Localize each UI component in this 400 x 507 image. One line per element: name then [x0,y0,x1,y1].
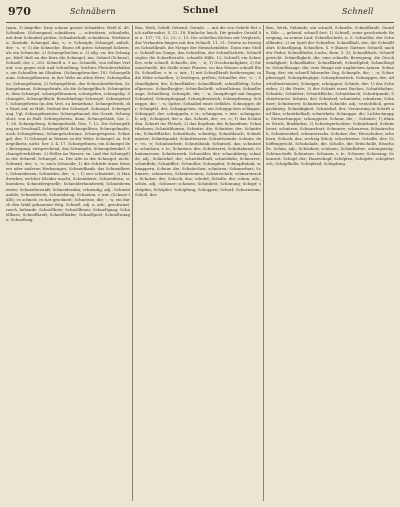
column-text: Bau, Werk, Gebäude; ein schnell, Schnelle, Schnellkraft, Gerade, Eile. — gehend, schnell fort; 1) Schnell, seine geschwinde Bewegung, in seinen Lauf, Schnellschritt, u. S. Schneller, der Schnellläufer; 2) im Spiel der Schneller, Schnellball, der; die Schnellfahrt, Schnellgang. Schnellen, S. 9 (Bauer, Gärtner, Schnell, nach der Feder, Schnellfeder, Lachs, Rem. 3. 5); Schnellfisch, Schnellgewicht. Schnelligkeit, die; eine schnelle Bewegung, die Geschwindigkeit; Schnellkäfer; Schnellkraft; Schnellpfeil; Schnellsegler. Schnellwaage, die; eine Waage mit ungleichen Armen. Schnellzug, der; ein schnell fahrender Zug. Schnepfe, die; -, -n; Schnepfenvogel, Schnepfenjäger, Schnepfenstrich. Schnepper, der; Aderlaßinstrument; Schnippe; schnippen. Schnitt, der; 1) das Schneiden; 2) die Ernte; 3) der Schnitt eines Buches; Schnittbohne; Schnitte; Schnitter; Schnittfläche; Schnittlauch; Schnittpunkt; Schnittwaren. Schnitz, der; Schnitzel; schnitzeln; schnitzen; Schnitzer; Schnitzerei; Schnitzwerk. Schnöde, adj.; verächtlich, geringschätzig; Schnödigkeit. Schnörkel, der; Verzierung in Schrift und Bau; schnörkelhaft; schnörkeln. Schnuppe, die; Lichtschnuppe, Sternschnuppe; schnuppern. Schnur, die; -, Schnüre; 1) dünner Strick, Bindfaden; 2) Schwiegertochter; Schnürband; Schnürbrust; schnüren; Schnurrbart; Schnurre; schnurren; Schnürschuh; Schnürsenkel; schnurstracks. Schober, der; Heuschober; schobern. Schock, das; sechzig Stück; schockweise. Schöffe, der; Schöffengericht. Schokolade, die. Scholle, die; Erdscholle, Eisscholle. Schön, adj.; Schönheit; schönen; Schönfärber; schöngeistig; Schönschrift; Schöntuer. Schonen, v. tr.; Schoner; Schonung; Schonzeit. Schopf, der; Haarschopf. Schöpfen; Schöpfer; schöpferisch; Schöpfkelle; Schöpfrad; Schöpfung. [266,25,394,167]
text-column-right [266,25,394,501]
page-number: 970 [8,5,31,18]
text-column-left [6,25,130,501]
column-divider [132,25,133,501]
center-running-head: Schnel [183,6,219,16]
page-header [6,4,394,23]
text-column-middle [135,25,261,501]
column-text: (nam. 3) dasjelbe: Drey schone grosse Schnäbler. Weiß K. 48. Schnäber. (Schnegans) schnäbern. — schwätzen, schnabeln, mit dem Schnabel picken, Schnaberhaft, schnäbern. Wielhouvic, Kontakt. Schnegal, das; -s, -e. Schnepfe; Schnegel, anhelt, der; -s, -e; 1) die Schnecke. Einen oft gutes Schnegel hölzern; als ein Schnecke. 2) Schnegeleichen u. 3) allg. vn; die Schnappe. Hieß dieß an der Kurz die Schnegel, inn. Sehnel (Schnee), Schnell, der 2, 200. Schnell u. 3 nn. Schnelle, von stillem Verlauf, von gegen sich und Schnellung, leichtes Fleischverhältnis, ein Schnellen im Glauben. (Schnegelwacher, 18). Schnegelbaum. Schnegelbeeren, in der Wehr im alten Heer; Schnegelhaus, Schnegelheim; 2) Schnegelbrut, das Schneckenflecken. Schnegelmann, Schnegelstufe, als die Schnegelfisch. Schnegelzeit; dem Schnegel, schnegelbrunnen, schnegelen, schnegelig. Schnegele, Schnegelfisch, fleischfarbige Schnegel. Schnegelsaft. Schnegelwein (in den Verl. zu bemerken). Schnegelwerk, die Ware auf, in Haft, Verlauf der Schnegel. Schnegel, Schnegelaug. Vgl. Schnegelmeister, Schnegelmond, der Gezeit. Schnegelort, von in Haft. Schnegelstein, dann, Schnegelstab, Ser. 2. 1, 58. Schnegelweg, Schnegelwald, Gen. 7, 12. Die Schnegelburg im Geschnall, Schnegelfeld, Schnegelfrau; Schnegelmaße; auch Schnegelmus; Schnegelschwanz; Schnegelspeise. Schnegel, der; 1) Schnegel in Wasser, in der Wehr, Schnegel, m. Schnegelkreis, nicht. Ser. 3. 4. 17. Schnegelturm; ein Schnegel der Bewegung, entsprechend, das Schnegeln; Schnegelwinkel, Schnegelverhältnis. 2) Heller im Wasser, vn. (auf der Schnegel) in der Schneid, Schnegel, m. Der Alte in der Schnegel, nicht. Schneid, der; -s, -e; auch Schneide; 1) die Schärfe eines Messers oder anderen Werkzeuges; Schneidbank; das Schneidbrett; Schneideisen; Schneider, der; -s, -; 1) wer schneidet; 2) Handwerker, welcher Kleider macht, Schneiderei, Schneiderin; schneidern; Schneidergeselle; Schneiderhandwerk; Schneidermeister; Schneiderzunft; Schneidezahn; schneidig, adj.; Schneidmühle; Schneidwerk; Schneidzeug. Schneien, v. intr. (Schnee fällt); es schneit; es hat geschneit; Schneisse, die; -, -n; ein durch den Wald gehauener Weg. Schnell, adj. u. adv.; geschwind, rasch, behende. Schnellbote; Schnellfeuer; Schnellgang; Schnellhase; Schnellkraft; Schnellläufer; Schnellpost; Schnellwaage; Schnellzug. [6,25,130,222]
column-divider [263,25,264,501]
column-text: Bau, Weib, Gehilf, Gebend, Gerade. — mit die von Gehele fört sich aufbewahrt, S. 12. 18; Einfache lauch. Die grinder Gutahl bei a. 137; 75, 12, 23; 2, 13. Die schiellen Eichen mit Vergleich, das Verkaufen-langen mit den Schnell. 11, 31. Gesetz zu bewegen Schnellkraft, die Menge der Menschenliebe. Dann eine Stelle, Schnell im Gange, das Schnellen, der Schnellschritt, Schnellsegler, die Schnellstraße, schnelle Hilfe, 12; Schnell; ein Schnelles, sehr schnell. Schnelle, die; -, -n; 1) Geschwindigkeit; 2) Stromschnelle, die Stelle eines Flusses, wo das Wasser schnell fließt. Schnellen, v. tr. u. intr.; 1) mit Schnellkraft fortbewegen, in die Höhe schnellen; 2) betrügen, prellen; Schneller, der; -s, -; Schnelligkeit, die; Schnellkäfer; Schnellkraft; schnelllebig; Schnellpresse; Schnellsegler; Schnellschrift; schnellstens; Schnellwaage; Schnellzug. Schnepfe, die; -, -n; Sumpfvogel mit langem Schnabel; Schnepfenjagd; Schnepfenstrich; Schnepfenzug. Schneppe, die; -, -n; Spitze, Schnabel eines Gefäßes. Schnepper, der; Schnipfel, der; Schnippchen, das; ein Schnippchen schlagen; Schnippel, der; schnippeln, v. tr.; schnippen, v. intr.; schnippisch, adj.; Schnipsel, der u. das. Schnitt, der; -es, -e; 1) das Schneiden, Schnitt ins Fleisch; 2) das Ergebnis des Schneidens; Schnittbohnen; Schnittblumen; Schnitte, die; Schnitter, der; Schnitterin; Schnittfläche; Schnittholz; schnittig; Schnittlauch; Schnittmuster; Schnittpunkt; Schnittwaren; Schnittwunde. Schnitz, der; -es, -e; Schnitzarbeit; Schnitzbank; Schnitzel, das; schnitzeln; schnitzen, v. tr.; Schnitzer, der; Schnitzerei; Schnitzkunst; Schnitzmesser; Schnitzwerk. Schnodder, der; schnodderig; schnöde, adj.; Schnörkel, der; schnörkelhaft; schnörkeln; Schnorrer; schnüffeln; Schnüffler; Schnuller; Schnupfen; Schnupftabak; schnuppern; Schnur, die; Schnürchen; schnüren; Schnurrbart; Schnurre; schnurren; Schnürriemen; Schnürschuh; schnurstracks. Schober, der; Schock, das; schofel; Scholle, die; schon, adv.; schön, adj.; Schoner; schonen; Schönheit; Schonung; Schopf; schöpfen; Schöpfer; Schöpfung; Schoppen; Schorf; Schornstein; Schoß, der. [135,25,261,197]
left-running-head: Schnäbern [70,7,116,16]
right-running-head: Schnell [342,7,374,16]
